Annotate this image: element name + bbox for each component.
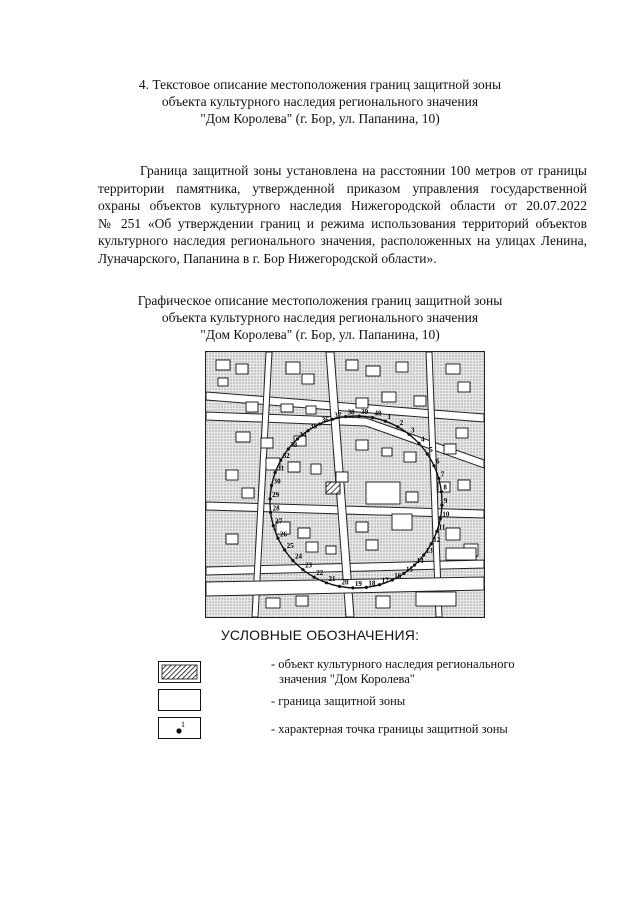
boundary-point-label: 2	[399, 418, 404, 427]
section-title	[0, 76, 640, 127]
boundary-point-label: 16	[394, 572, 402, 580]
boundary-point-label: 3	[411, 426, 415, 435]
legend-item-heritage	[271, 657, 571, 687]
boundary-point-label: 10	[442, 510, 450, 519]
boundary-point-label: 29	[272, 490, 280, 499]
boundary-point-label: 8	[443, 483, 447, 492]
graphic-title-line: объекта культурного наследия регионального значения	[161, 310, 479, 325]
boundary-point-label: 31	[277, 464, 285, 473]
boundary-point-label: 20	[341, 578, 349, 587]
boundary-point-label: 26	[280, 530, 287, 539]
paragraph-line: культурного наследия регионального значения, расположенных на улицах Ленина,	[98, 233, 587, 249]
boundary-point-label: 32	[282, 452, 290, 461]
map-drawing	[206, 352, 484, 617]
boundary-point-label: 24	[295, 552, 302, 561]
boundary-point-label: 15	[406, 565, 413, 574]
legend-text: - граница защитной зоны	[271, 694, 406, 708]
boundary-point-label: 21	[328, 574, 336, 583]
boundary-point-label: 23	[305, 561, 312, 570]
paragraph-line: охраны объектов культурного наследия Нижегородской области от 20.07.2022	[98, 198, 587, 214]
boundary-point-label: 19	[354, 579, 362, 588]
boundary-point-label: 25	[286, 542, 294, 550]
legend-text: - объект культурного наследия регионального	[271, 657, 515, 671]
description-paragraph	[98, 162, 587, 268]
boundary-point-label: 6	[436, 457, 440, 466]
graphic-title-line: Графическое описание местоположения границ защитной зоны	[137, 293, 503, 308]
site-map	[205, 351, 485, 618]
legend-swatch-point	[158, 717, 201, 739]
boundary-point-label: 13	[425, 547, 433, 555]
legend-text: значения "Дом Королева"	[279, 672, 415, 686]
paragraph-line: Граница защитной зоны установлена на расстоянии 100 метров от границы	[140, 163, 587, 178]
section-title-line: "Дом Королева" (г. Бор, ул. Папанина, 10)	[200, 111, 440, 126]
graphic-title	[0, 292, 640, 343]
graphic-title-line: "Дом Королева" (г. Бор, ул. Папанина, 10)	[200, 327, 440, 342]
legend-swatch-heritage	[158, 661, 201, 683]
section-title-line: объекта культурного наследия регионального значения	[161, 94, 479, 109]
boundary-point-label: 39	[361, 408, 369, 417]
legend-title: УСЛОВНЫЕ ОБОЗНАЧЕНИЯ:	[220, 627, 420, 643]
heritage-object	[326, 482, 340, 494]
section-title-line: 4. Текстовое описание местоположения границ защитной зоны	[138, 77, 502, 92]
boundary-point-label: 34	[299, 431, 307, 439]
boundary-point-label: 28	[272, 504, 280, 513]
point-marker-label: 1	[181, 720, 185, 729]
boundary-point-label: 18	[368, 579, 376, 588]
legend-text: - характерная точка границы защитной зоны	[271, 722, 508, 736]
boundary-point-label: 38	[347, 408, 355, 417]
boundary-point-label: 22	[316, 569, 324, 578]
paragraph-line: территории памятника, утвержденной приказом управления государственной	[98, 180, 587, 196]
boundary-point-label: 30	[273, 477, 281, 486]
boundary-point-label: 17	[381, 576, 389, 585]
boundary-point-label: 27	[275, 517, 283, 526]
boundary-point-label: 35	[310, 422, 317, 431]
paragraph-line: Луначарского, Папанина в г. Бор Нижегородской области».	[98, 250, 437, 266]
boundary-point-label: 7	[440, 470, 445, 479]
point-marker-icon	[159, 718, 200, 738]
boundary-point-label: 37	[334, 411, 342, 420]
boundary-point-label: 9	[443, 497, 448, 506]
boundary-point-label: 5	[429, 446, 433, 454]
legend-swatch-boundary	[158, 689, 201, 711]
paragraph-line: № 251 «Об утверждении границ и режима использования территорий объектов	[98, 215, 587, 231]
boundary-point-label: 12	[433, 535, 441, 544]
boundary-point-label: 33	[290, 441, 298, 449]
boundary-point-label: 36	[321, 416, 329, 424]
boundary-point-label: 1	[387, 413, 391, 422]
hatch-swatch	[159, 662, 200, 682]
boundary-point-label: 40	[374, 409, 382, 418]
boundary-point-label: 11	[438, 523, 446, 532]
boundary-point-label: 14	[416, 557, 424, 565]
boundary-point-label: 4	[421, 435, 425, 444]
